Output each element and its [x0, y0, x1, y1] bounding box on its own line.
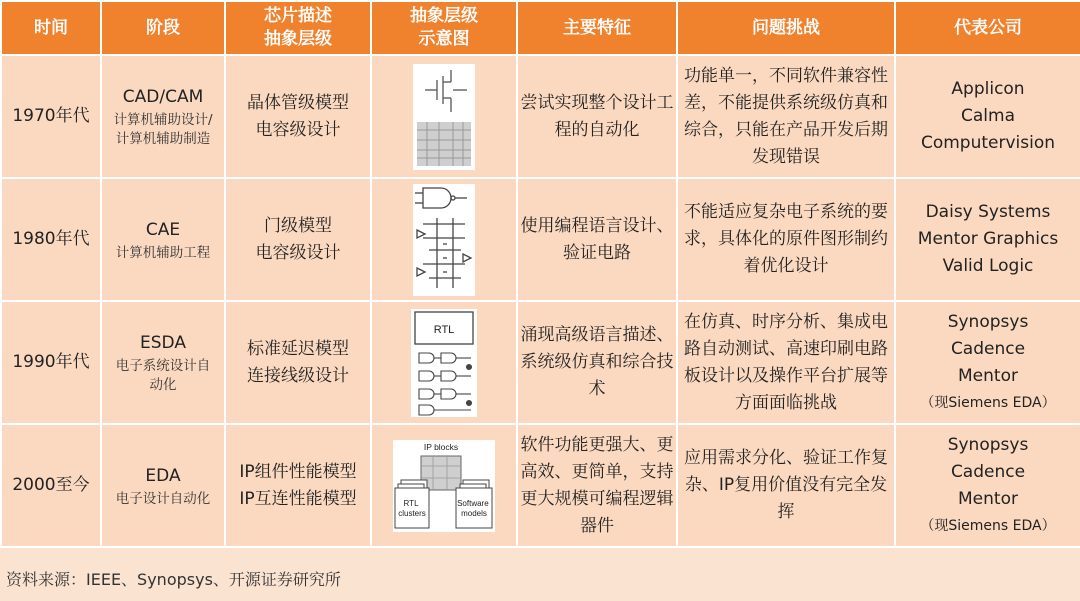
stage-subtitle: 计算机辅助设计/ 计算机辅助制造	[113, 112, 213, 147]
row-challenges: 功能单一，不同软件兼容性差，不能提供系统级仿真和综合，只能在产品开发后期发现错误	[677, 55, 895, 178]
company-name: Synopsys	[947, 311, 1029, 332]
row-time: 1990年代	[1, 301, 101, 424]
company-name: Cadence	[950, 338, 1026, 359]
row-challenges: 在仿真、时序分析、集成电路自动测试、高速印刷电路板设计以及操作平台扩展等方面面临挑战	[677, 301, 895, 424]
company-name: Applicon	[951, 79, 1025, 99]
row-companies	[895, 301, 1080, 424]
source-note: 资料来源：IEEE、Synopsys、开源证券研究所	[6, 570, 341, 589]
logic-gate-schematic-icon	[413, 184, 475, 296]
header-challenges: 问题挑战	[677, 1, 895, 55]
stage-name: ESDA	[140, 333, 186, 353]
software-models-line1: Software	[457, 498, 489, 508]
header-stage: 阶段	[101, 1, 225, 55]
header-companies: 代表公司	[895, 1, 1080, 55]
company-name: Valid Logic	[942, 256, 1034, 276]
stage-name: CAD/CAM	[122, 87, 204, 107]
row-diagram	[371, 424, 517, 547]
ip-blocks-label: IP blocks	[423, 441, 459, 452]
row-stage	[101, 301, 225, 424]
row-features: 使用编程语言设计、验证电路	[517, 178, 677, 301]
table-row	[1, 178, 1080, 301]
row-desc	[225, 178, 371, 301]
stage-name: EDA	[145, 465, 181, 486]
header-features: 主要特征	[517, 1, 677, 55]
row-desc	[225, 424, 371, 547]
ip-blocks-diagram-icon	[393, 440, 495, 532]
desc-line: 电容级设计	[255, 119, 341, 140]
row-desc	[225, 301, 371, 424]
desc-line: 门级模型	[264, 215, 332, 236]
desc-line: 连接线级设计	[247, 365, 349, 386]
company-name: Calma	[961, 106, 1015, 126]
desc-line: 晶体管级模型	[247, 92, 349, 113]
stage-subtitle: 电子设计自动化	[115, 490, 211, 507]
desc-line: IP组件性能模型	[239, 461, 357, 482]
row-companies	[895, 424, 1080, 547]
row-companies	[895, 55, 1080, 178]
header-abstract: 抽象层级 示意图	[371, 1, 517, 55]
company-name: Cadence	[950, 461, 1026, 482]
desc-line: IP互连性能模型	[239, 488, 357, 509]
rtl-label: RTL	[433, 323, 455, 336]
table-row	[1, 424, 1080, 547]
stage-name: CAE	[145, 219, 181, 240]
row-stage	[101, 424, 225, 547]
row-features: 尝试实现整个设计工程的自动化	[517, 55, 677, 178]
company-name: Mentor	[958, 365, 1018, 386]
row-companies	[895, 178, 1080, 301]
rtl-clusters-line1: RTL	[403, 498, 419, 508]
software-models-line2: models	[461, 508, 487, 518]
row-time: 1970年代	[1, 55, 101, 178]
header-desc: 芯片描述 抽象层级	[225, 1, 371, 55]
software-models-label	[457, 499, 491, 518]
row-challenges: 应用需求分化、验证工作复杂、IP复用价值没有完全发挥	[677, 424, 895, 547]
row-challenges: 不能适应复杂电子系统的要求，具体化的原件图形制约着优化设计	[677, 178, 895, 301]
table-header-row	[1, 1, 1080, 55]
company-name: Daisy Systems	[925, 202, 1051, 222]
row-diagram	[371, 301, 517, 424]
company-note: （现Siemens EDA）	[920, 394, 1056, 411]
desc-line: 标准延迟模型	[247, 338, 349, 359]
company-note: （现Siemens EDA）	[920, 517, 1056, 534]
company-name: Synopsys	[947, 434, 1029, 455]
row-time: 1980年代	[1, 178, 101, 301]
company-name: Mentor	[958, 488, 1018, 509]
row-desc	[225, 55, 371, 178]
rtl-gates-diagram-icon	[411, 309, 477, 417]
transistor-schematic-icon	[413, 64, 475, 170]
table-row	[1, 301, 1080, 424]
row-stage	[101, 178, 225, 301]
company-name: Mentor Graphics	[917, 229, 1059, 249]
rtl-clusters-line2: clusters	[398, 508, 426, 518]
header-time: 时间	[1, 1, 101, 55]
table-row	[1, 55, 1080, 178]
stage-subtitle: 计算机辅助工程	[115, 244, 211, 261]
row-time: 2000至今	[1, 424, 101, 547]
row-features: 软件功能更强大、更高效、更简单，支持更大规模可编程逻辑器件	[517, 424, 677, 547]
row-diagram	[371, 178, 517, 301]
row-stage	[101, 55, 225, 178]
company-name: Computervision	[920, 133, 1056, 153]
row-features: 涌现高级语言描述、系统级仿真和综合技术	[517, 301, 677, 424]
row-diagram	[371, 55, 517, 178]
stage-subtitle: 电子系统设计自 动化	[115, 358, 211, 393]
desc-line: 电容级设计	[255, 242, 341, 263]
